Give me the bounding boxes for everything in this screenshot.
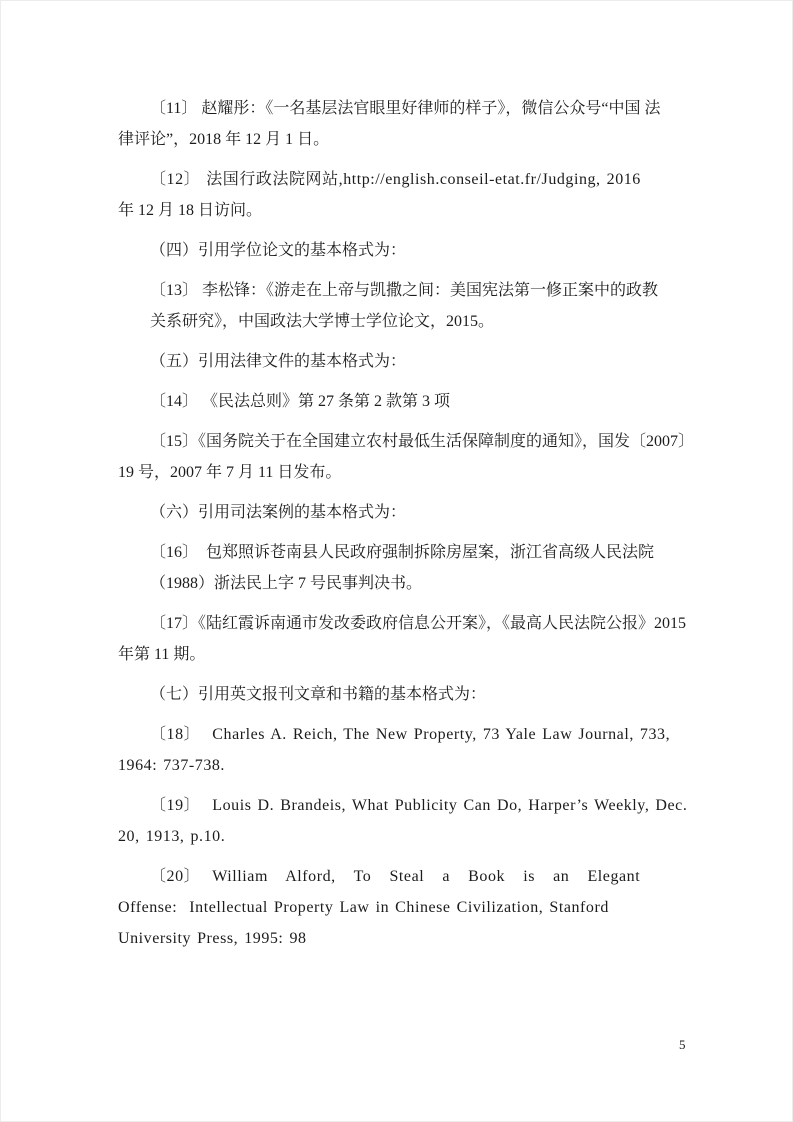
text-line: 〔14〕 《民法总则》第 27 条第 2 款第 3 项 (150, 393, 451, 410)
text-line: （四）引用学位论文的基本格式为： (150, 242, 407, 259)
text-line: 〔12〕 法国行政法院网站,http://english.conseil-etat.fr/Judging, 2016 (150, 171, 641, 188)
citation-12 (118, 164, 702, 226)
citation-15 (118, 426, 702, 488)
text-line: （五）引用法律文件的基本格式为： (150, 353, 407, 370)
citation-19 (118, 790, 702, 852)
text-line: 〔17〕《陆红霞诉南通市发改委政府信息公开案》，《最高人民法院公报》2015 (150, 615, 687, 632)
page-number: 5 (679, 1037, 686, 1052)
citation-17 (118, 608, 702, 670)
citation-16 (118, 537, 702, 599)
citation-18 (118, 719, 702, 781)
text-line: University Press, 1995: 98 (118, 930, 307, 947)
text-line: （七）引用英文报刊文章和书籍的基本格式为： (150, 686, 487, 703)
citation-11 (118, 93, 702, 155)
text-line: 〔15〕《国务院关于在全国建立农村最低生活保障制度的通知》，国发〔2007〕 (150, 433, 695, 450)
text-line: 关系研究》，中国政法大学博士学位论文，2015。 (150, 313, 495, 330)
text-line: 〔11〕 赵耀彤：《一名基层法官眼里好律师的样子》，微信公众号“中国 法 (150, 100, 661, 117)
text-line: 〔13〕 李松锋：《游走在上帝与凯撒之间：美国宪法第一修正案中的政教 (150, 282, 659, 299)
text-line: （1988）浙法民上字 7 号民事判决书。 (150, 575, 423, 592)
text-line: 〔19〕 Louis D. Brandeis, What Publicity Can Do, Harper’s Weekly, Dec. (150, 797, 688, 814)
text-line: 〔20〕 William Alford, To Steal a Book is an Elegant (150, 868, 641, 885)
text-line: 〔18〕 Charles A. Reich, The New Property, 73 Yale Law Journal, 733, (150, 726, 671, 743)
citation-14 (118, 386, 702, 417)
section-heading-6 (118, 497, 702, 528)
text-line: 20, 1913, p.10. (118, 828, 226, 845)
text-line: 〔16〕 包郑照诉苍南县人民政府强制拆除房屋案，浙江省高级人民法院 (150, 544, 655, 561)
text-line: Offense: Intellectual Property Law in Chinese Civilization, Stanford (118, 899, 609, 916)
citation-20 (118, 861, 702, 954)
text-line: 年 12 月 18 日访问。 (118, 202, 263, 219)
text-line: （六）引用司法案例的基本格式为： (150, 504, 407, 521)
text-line: 年第 11 期。 (118, 646, 206, 663)
section-heading-5 (118, 346, 702, 377)
text-line: 1964: 737-738. (118, 757, 225, 774)
section-heading-7 (118, 679, 702, 710)
text-line: 19 号，2007 年 7 月 11 日发布。 (118, 464, 342, 481)
citation-13 (118, 275, 702, 337)
text-line: 律评论”，2018 年 12 月 1 日。 (118, 131, 330, 148)
page-content (118, 93, 702, 963)
section-heading-4 (118, 235, 702, 266)
